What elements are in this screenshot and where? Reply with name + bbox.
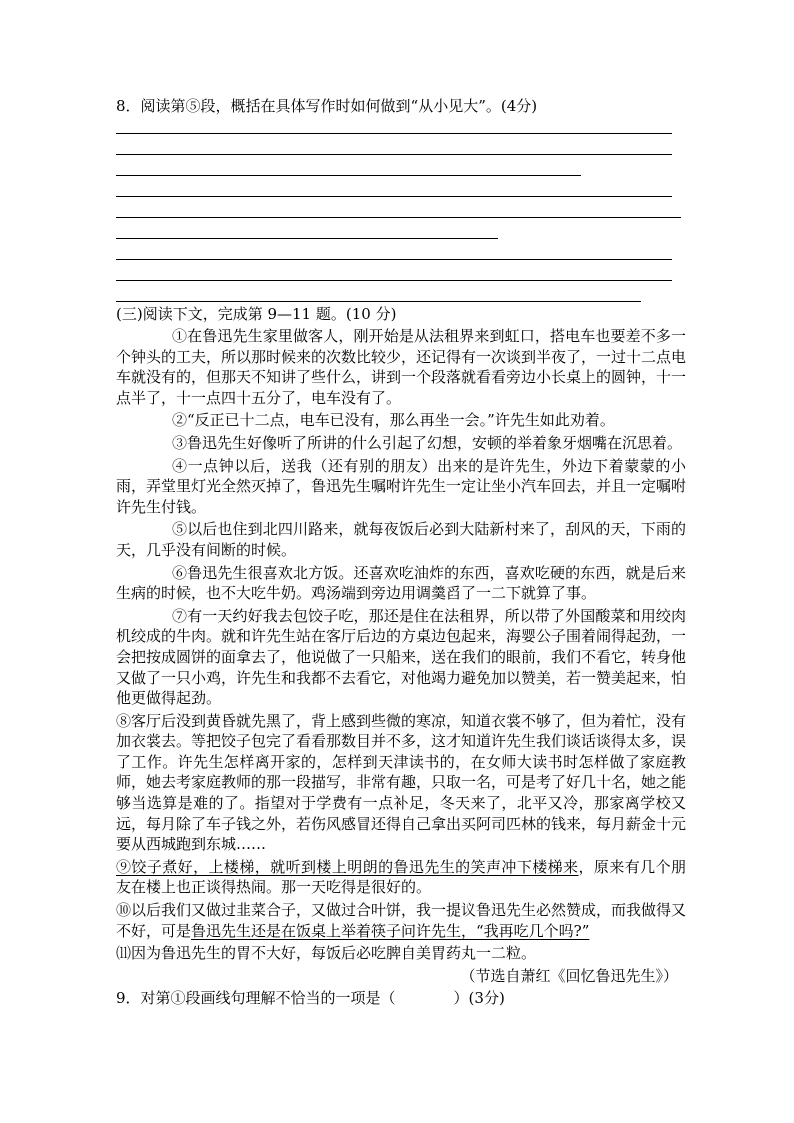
paragraph-7: ⑦有一天约好我去包饺子吃，那还是住在法租界，所以带了外国酸菜和用绞肉机绞成的牛肉。就和许先生站在客厅后边的方桌边包起来，海婴公子围着闹得起劲，一会把按成圆饼的面拿去了，他说做了一只船来，送在我们的眼前，我们不看它，转身他又做了一只小鸡，许先生和我都不去看它，对他竭力避免加以赞美，若一赞美起来，怕他更做得起劲。 <box>116 606 687 708</box>
reading-section-3 <box>116 304 686 1008</box>
paragraph-10 <box>116 900 686 941</box>
underlined-sentence-10: 鲁迅先生还是在饭桌上举着筷子问许先生，“我再吃几个吗?” <box>191 921 590 940</box>
paragraph-11: ⑾因为鲁迅先生的胃不大好，每饭后必吃脾自美胃药丸一二粒。 <box>116 944 537 963</box>
answer-line-8[interactable] <box>116 280 672 281</box>
paragraph-9 <box>116 857 686 898</box>
paragraph-9-rest: ，原来有几个朋友在楼上也正谈得热闹。那一天吃得是很好的。 <box>116 857 686 897</box>
source-citation: （节选自萧红《回忆鲁迅先生》） <box>460 966 678 985</box>
answer-line-3[interactable] <box>116 175 581 176</box>
answer-line-2[interactable] <box>116 154 672 155</box>
paragraph-3: ③鲁迅先生好像听了所讲的什么引起了幻想，安顿的举着象牙烟嘴在沉思着。 <box>172 433 683 452</box>
underlined-sentence-9: ⑨饺子煮好，上楼梯，就听到楼上明朗的鲁迅先生的笑声冲下楼梯来 <box>116 857 579 876</box>
answer-line-6[interactable] <box>116 238 498 239</box>
answer-line-9[interactable] <box>116 301 641 302</box>
paragraph-1: ①在鲁迅先生家里做客人，刚开始是从法租界来到虹口，搭电车也要差不多一个钟头的工夫，所以那时候来的次数比较少，还记得有一次谈到半夜了，一过十二点电车就没有的，但那天不知讲了些什么，讲到一个段落就看看旁边小长桌上的圆钟，十一点半了，十一点四十五分了，电车没有了。 <box>116 327 687 407</box>
paragraph-6: ⑥鲁迅先生很喜欢北方饭。还喜欢吃油炸的东西，喜欢吃硬的东西，就是后来生病的时候，也不大吃牛奶。鸡汤端到旁边用调羹舀了一二下就算了事。 <box>116 563 686 603</box>
paragraph-2: ②“反正已十二点，电车已没有，那么再坐一会。”许先生如此劝着。 <box>172 411 615 430</box>
question-9-text: 9．对第①段画线句理解不恰当的一项是（ <box>116 988 396 1007</box>
paragraph-8: ⑧客厅后没到黄昏就先黑了，背上感到些微的寒凉，知道衣裳不够了，但为着忙，没有加衣裳去。等把饺子包完了看看那数目并不多，这才知道许先生我们谈话谈得太多，误了工作。许先生怎样离开家的，怎样到天津读书的，在女师大读书时怎样做了家庭教师，她去考家庭教师的那一段描写，非常有趣，只取一名，可是考了好几十名，她之能够当选算是难的了。指望对于学费有一点补足，冬天来了，北平又冷，那家离学校又远，每月除了车子钱之外，若伤风感冒还得自己拿出买阿司匹林的钱来，每月薪金十元要从西城跑到东城…… <box>116 711 687 854</box>
section-heading: (三)阅读下文，完成第 9—11 题。(10 分) <box>116 305 397 323</box>
question-9-points: ）(3分) <box>453 988 505 1007</box>
answer-line-7[interactable] <box>116 259 672 260</box>
paragraph-5: ⑤以后也住到北四川路来，就每夜饭后必到大陆新村来了，刮风的天，下雨的天，几乎没有间断的时候。 <box>116 520 686 559</box>
answer-line-4[interactable] <box>116 196 672 197</box>
question-8: 8．阅读第⑤段，概括在具体写作时如何做到“从小见大”。(4分) <box>116 97 538 115</box>
paragraph-4: ④一点钟以后，送我（还有别的朋友）出来的是许先生，外边下着蒙蒙的小雨，弄堂里灯光全然灭掉了，鲁迅先生嘱咐许先生一定让坐小汽车回去，并且一定嘱咐许先生付钱。 <box>116 456 687 516</box>
paragraph-10-start: ⑩以后我们又做过韭菜合子，又做过合叶饼，我一提议鲁迅先生必然赞成，而我做得又不好，可是 <box>116 901 687 940</box>
answer-line-5[interactable] <box>116 217 681 218</box>
answer-line-1[interactable] <box>116 133 672 134</box>
question-9 <box>116 988 686 1008</box>
